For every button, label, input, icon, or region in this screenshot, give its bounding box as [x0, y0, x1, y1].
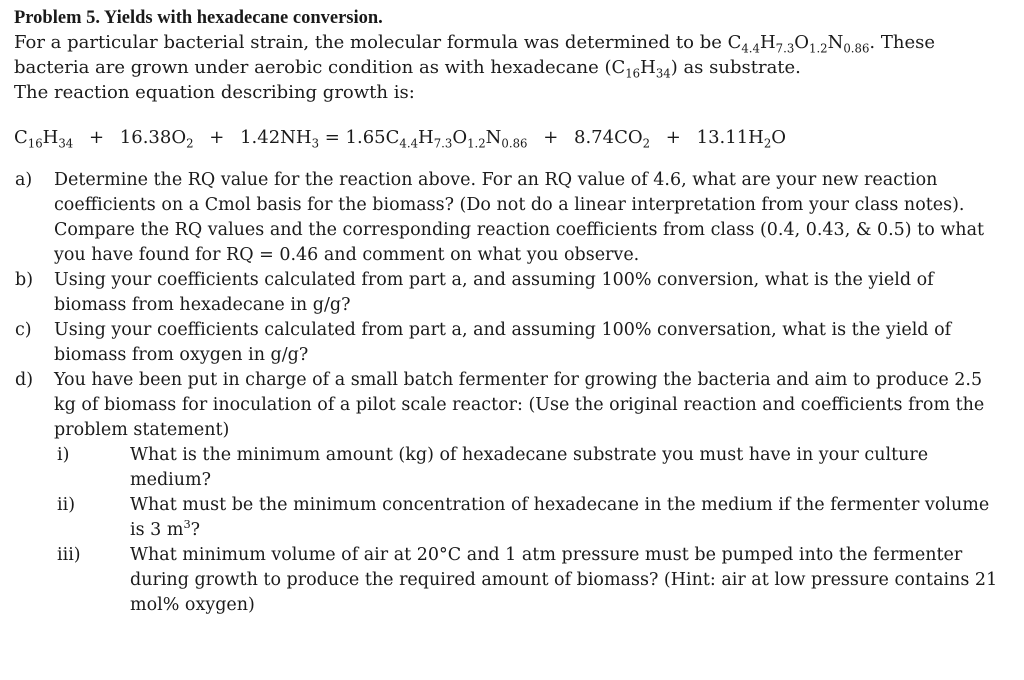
question-marker: c): [15, 320, 32, 340]
problem-title: Problem 5. Yields with hexadecane conversion.: [14, 8, 383, 28]
question-item: [14, 318, 1004, 368]
subquestion-marker: ii): [57, 495, 76, 515]
question-marker: a): [15, 170, 33, 190]
intro-line: The reaction equation describing growth is:: [14, 82, 415, 103]
question-list: [14, 168, 1004, 618]
subquestion-item: [54, 493, 1004, 543]
question-item: [14, 368, 1004, 618]
question-text: Determine the RQ value for the reaction above. For an RQ value of 4.6, what are your new reaction coefficients on a Cmol basis for the biomass? (Do not do a linear interpretation from your class notes). Compare the RQ values and the corresponding reaction coefficients from class (0.4, 0.43, & 0.5) to what you have found for RQ = 0.46 and comment on what you observe.: [54, 170, 985, 265]
question-marker: d): [15, 370, 34, 390]
subquestion-item: [54, 543, 1004, 618]
reaction-equation: $C_{16}H_{34} + 16.38O_2 + 1.42NH_3 = 1.65C_{4.4}H_{7.3}O_{1.2}N_{0.86} + 8.74CO_2 + 13.11H_2O$: [14, 127, 787, 151]
question-item: [14, 268, 1004, 318]
subquestion-item: [54, 443, 1004, 493]
question-text: You have been put in charge of a small batch fermenter for growing the bacteria and aim to produce 2.5 kg of biomass for inoculation of a pilot scale reactor: (Use the original reaction and coefficients from the problem statement): [54, 370, 985, 440]
subquestion-text: What is the minimum amount (kg) of hexadecane substrate you must have in your culture medium?: [130, 445, 929, 490]
subquestion-text: What must be the minimum concentration of hexadecane in the medium if the fermenter volume is 3 $m^3$?: [130, 495, 990, 540]
question-text: Using your coefficients calculated from part a, and assuming 100% conversion, what is the yield of biomass from hexadecane in g/g?: [54, 270, 934, 315]
intro-line: For a particular bacterial strain, the molecular formula was determined to be $C_{4.4}H_{7.3}O_{1.2}N_{0.86}$. These bacteria are grown under aerobic condition as with hexadecane $(C_{16}H_{34})$ as substrate.: [14, 32, 935, 81]
subquestion-text: What minimum volume of air at 20°C and 1 atm pressure must be pumped into the fermenter during growth to produce the required amount of biomass? (Hint: air at low pressure contains 21 mol% oxygen): [130, 545, 998, 615]
problem-intro: [14, 30, 1004, 105]
subquestion-marker: i): [57, 445, 70, 465]
subquestion-marker: iii): [57, 545, 81, 565]
question-marker: b): [15, 270, 34, 290]
question-text: Using your coefficients calculated from part a, and assuming 100% conversation, what is the yield of biomass from oxygen in g/g?: [54, 320, 952, 365]
question-item: [14, 168, 1004, 268]
problem-page: [14, 6, 1004, 618]
